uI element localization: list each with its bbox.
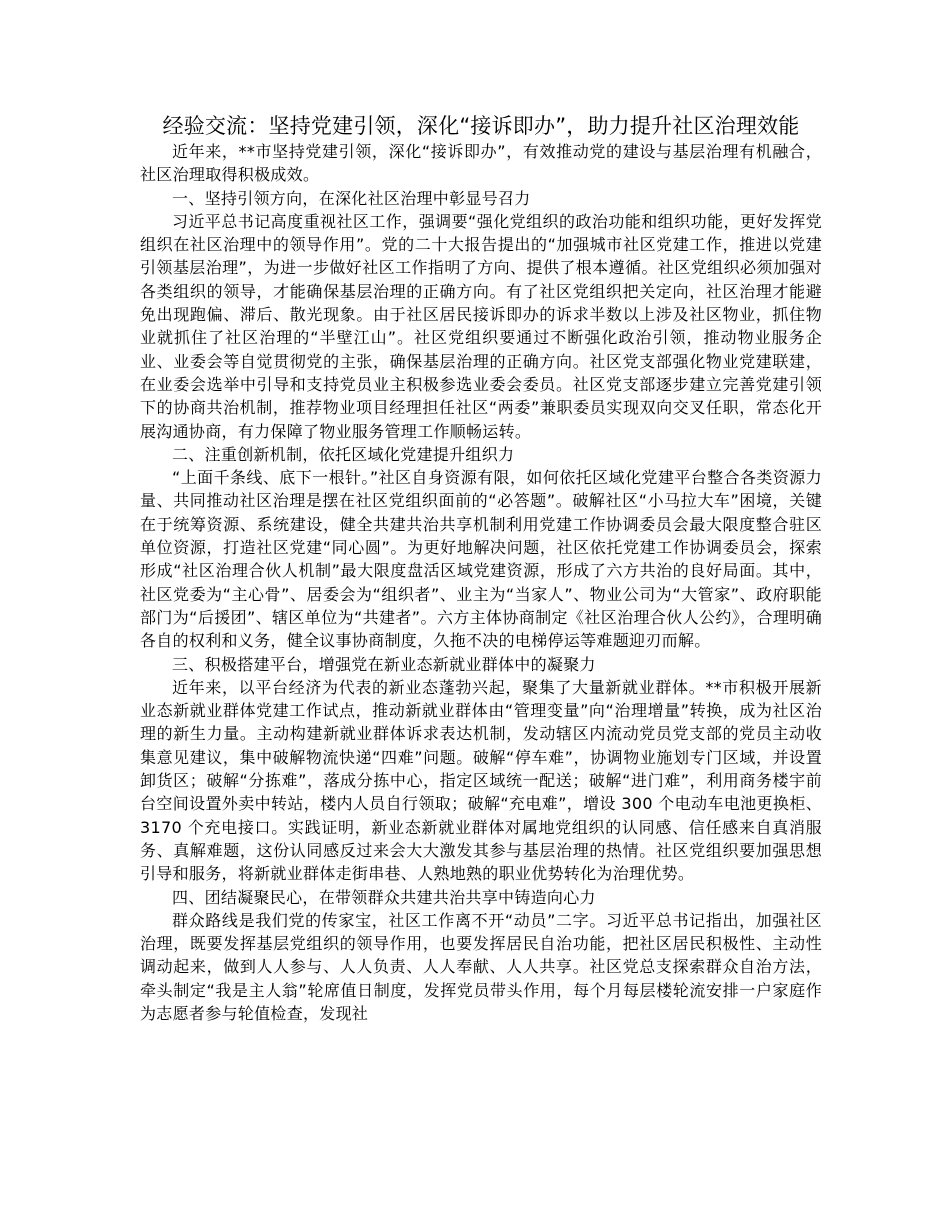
section-4-heading: 四、团结凝聚民心，在带领群众共建共治共享中铸造向心力 xyxy=(172,887,596,907)
section-3-paragraph: 近年来，以平台经济为代表的新业态蓬勃兴起，聚集了大量新就业群体。**市积极开展新业态新就业群体党建工作试点，推动新就业群体由“管理变量”向“治理增量”转换，成为社区治理的新生力量。主动构建新就业群体诉求表达机制，发动辖区内流动党员党支部的党员主动收集意见建议，集中破解物流快递“四难”问题。破解“停车难”，协调物业施划专门区域，并设置卸货区；破解“分拣难”，落成分拣中心，指定区域统一配送；破解“进门难”，利用商务楼宇前台空间设置外卖中转站，楼内人员自行领取；破解“充电难”，增设 300 个电动车电池更换柜、3170 个充电接口。实践证明，新业态新就业群体对属地党组织的认同感、信任感来自真消服务、真解难题，这份认同感反过来会大大激发其参与基层治理的热情。社区党组织要加强思想引导和服务，将新就业群体走街串巷、人熟地熟的职业优势转化为治理优势。 xyxy=(140,677,822,884)
section-3-heading: 三、积极搭建平台，增强党在新业态新就业群体中的凝聚力 xyxy=(172,654,596,674)
section-1-paragraph: 习近平总书记高度重视社区工作，强调要“强化党组织的政治功能和组织功能，更好发挥党组织在社区治理中的领导作用”。党的二十大报告提出的“加强城市社区党建工作，推进以党建引领基层治理”，为进一步做好社区工作指明了方向、提供了根本遵循。社区党组织必须加强对各类组织的领导，才能确保基层治理的正确方向。有了社区党组织把关定向，社区治理才能避免出现跑偏、滞后、散光现象。由于社区居民接诉即办的诉求半数以上涉及社区物业，抓住物业就抓住了社区治理的“半壁江山”。社区党组织要通过不断强化政治引领，推动物业服务企业、业委会等自觉贯彻党的主张，确保基层治理的正确方向。社区党支部强化物业党建联建，在业委会选举中引导和支持党员业主积极参选业委会委员。社区党支部逐步建立完善党建引领下的协商共治机制，推荐物业项目经理担任社区“两委”兼职委员实现双向交叉任职，常态化开展沟通协商，有力保障了物业服务管理工作顺畅运转。 xyxy=(140,211,822,441)
section-1-heading: 一、坚持引领方向，在深化社区治理中彰显号召力 xyxy=(172,188,531,208)
section-2-paragraph: “上面千条线、底下一根针。”社区自身资源有限，如何依托区域化党建平台整合各类资源力量、共同推动社区治理是摆在社区党组织面前的“必答题”。破解社区“小马拉大车”困境，关键在于统筹资源、系统建设，健全共建共治共享机制利用党建工作协调委员会最大限度整合驻区单位资源，打造社区党建“同心圆”。为更好地解决问题，社区依托党建工作协调委员会，探索形成“社区治理合伙人机制”最大限度盘活区域党建资源，形成了六方共治的良好局面。其中，社区党委为“主心骨”、居委会为“组织者”、业主为“当家人”、物业公司为“大管家”、政府职能部门为“后援团”、辖区单位为“共建者”。六方主体协商制定《社区治理合伙人公约》，合理明确各自的权利和义务，健全议事协商制度，久拖不决的电梯停运等难题迎刃而解。 xyxy=(140,468,822,651)
section-4-paragraph: 群众路线是我们党的传家宝，社区工作离不开“动员”二字。习近平总书记指出，加强社区治理，既要发挥基层党组织的领导作用，也要发挥居民自治功能，把社区居民积极性、主动性调动起来，做到人人参与、人人负责、人人奉献、人人共享。社区党总支探索群众自治方法，牵头制定“我是主人翁”轮席值日制度，发挥党员带头作用，每个月每层楼轮流安排一户家庭作为志愿者参与轮值检查，发现社 xyxy=(140,910,822,1023)
intro-paragraph: 近年来，**市坚持党建引领，深化“接诉即办”，有效推动党的建设与基层治理有机融合，社区治理取得积极成效。 xyxy=(140,142,822,185)
document-body xyxy=(140,113,822,1025)
document-title: 经验交流：坚持党建引领，深化“接诉即办”，助力提升社区治理效能 xyxy=(162,114,800,138)
section-2-heading: 二、注重创新机制，依托区域化党建提升组织力 xyxy=(172,444,515,464)
